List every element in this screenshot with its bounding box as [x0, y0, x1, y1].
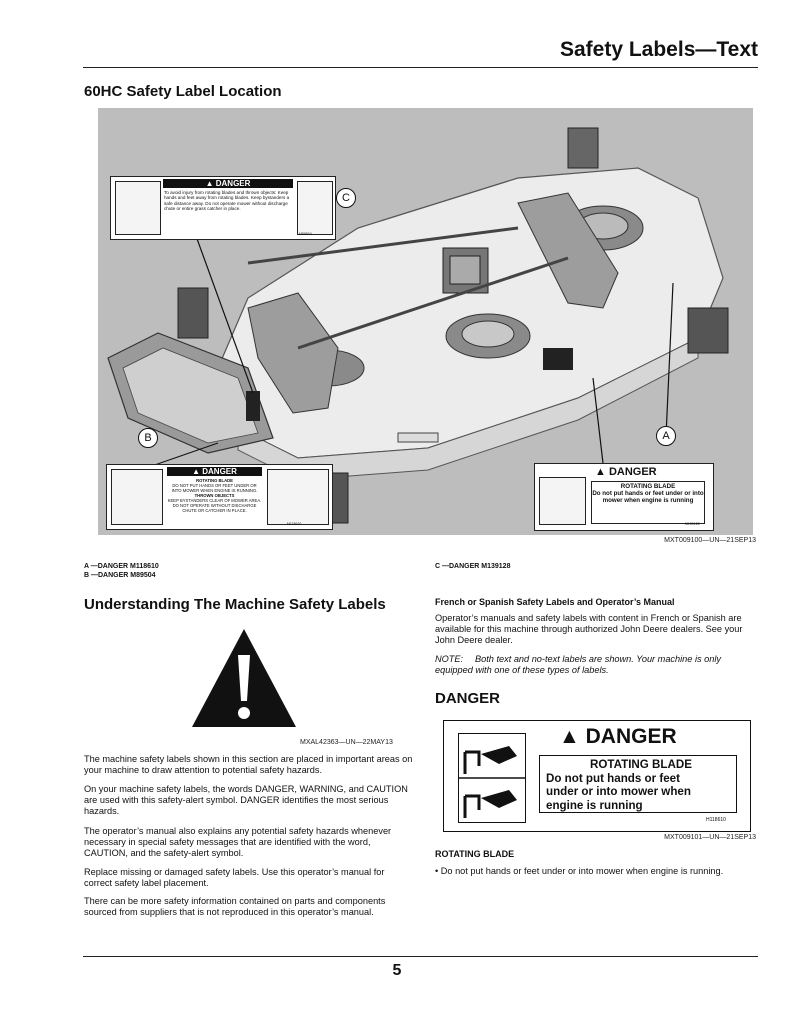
hand-blade-icon — [459, 734, 525, 822]
understanding-paragraph-1: The machine safety labels shown in this section are placed in important areas on your machine to draw attention to potential safety hazards. — [84, 754, 413, 775]
legend-c: C —DANGER M139128 — [435, 563, 511, 570]
legend-left — [84, 562, 159, 580]
label-b-line1: ROTATING BLADE — [196, 478, 233, 483]
top-rule — [83, 67, 758, 68]
note-text: Both text and no-text labels are shown. Your machine is only equipped with one of these types of labels. — [435, 654, 721, 675]
label-a-image — [534, 463, 714, 531]
understanding-paragraph-3: The operator’s manual also explains any potential safety hazards whenever necessary in special safety messages that are identified with the word, CAUTION, and the safety-alert symbol. — [84, 826, 392, 858]
danger-label-caption: MXT009101—UN—21SEP13 — [664, 834, 756, 841]
label-a-title: ROTATING BLADE — [620, 483, 676, 490]
label-b-heading-text: DANGER — [202, 467, 237, 476]
danger-label-line1: ROTATING BLADE — [590, 758, 692, 771]
label-a-box — [591, 481, 705, 524]
danger-label-line3: under or into mower when — [546, 785, 691, 798]
bottom-rule — [83, 956, 758, 957]
safety-alert-symbol — [190, 627, 298, 729]
mower-deck-figure — [98, 108, 753, 535]
hand-hazard-pictogram-large — [458, 733, 526, 823]
rotating-blade-bullet: • Do not put hands or feet under or into mower when engine is running. — [435, 866, 724, 876]
hand-hazard-pictogram-b — [111, 469, 163, 525]
callout-b: B — [138, 428, 158, 448]
callout-a: A — [656, 426, 676, 446]
danger-label-text-box — [539, 755, 737, 813]
danger-section-title: DANGER — [435, 690, 501, 707]
danger-label-code: H118610 — [706, 817, 726, 823]
hand-hazard-pictogram-a — [539, 477, 586, 525]
french-spanish-note — [435, 654, 760, 676]
label-b-image — [106, 464, 333, 530]
legend-a: A —DANGER M118610 — [84, 563, 159, 570]
note-prefix: NOTE: — [435, 654, 464, 664]
page-number: 5 — [392, 962, 402, 979]
hand-hazard-pictogram — [115, 181, 161, 235]
label-b-line2: DO NOT PUT HANDS OR FEET UNDER OR INTO MOWER WHEN ENGINE IS RUNNING. — [171, 483, 258, 493]
label-a-heading-text: DANGER — [608, 466, 657, 478]
understanding-paragraph-2: On your machine safety labels, the words DANGER, WARNING, and CAUTION are used with this safety-alert symbol. DANGER identifies the most serious hazards. — [84, 784, 408, 816]
rotating-blade-subheading: ROTATING BLADE — [435, 849, 515, 859]
french-spanish-body: Operator’s manuals and safety labels with content in French or Spanish are available for this machine through authorized John Deere dealers. See your John Deere dealer. — [435, 613, 743, 645]
figure-caption: MXT009100—UN—21SEP13 — [664, 537, 756, 544]
label-c-code: M89504 — [299, 232, 312, 236]
danger-label-line4: engine is running — [546, 798, 643, 812]
danger-label-heading-text: DANGER — [585, 725, 677, 748]
thrown-object-pictogram — [297, 181, 333, 235]
understanding-paragraph-4: Replace missing or damaged safety labels. Use this operator’s manual for correct safety label placement. — [84, 867, 385, 888]
understanding-title: Understanding The Machine Safety Labels — [84, 596, 386, 613]
label-a-code: M139128 — [685, 522, 700, 526]
legend-b: B —DANGER M89504 — [84, 572, 156, 579]
thrown-object-pictogram-b — [267, 469, 329, 525]
danger-label-image — [443, 720, 751, 832]
label-a-heading: ▲ DANGER — [595, 466, 657, 478]
section-title: 60HC Safety Label Location — [84, 83, 282, 100]
warning-triangle-icon — [190, 627, 298, 729]
label-b-line3: THROWN OBJECTS — [194, 493, 235, 498]
label-c-heading: ▲ DANGER — [163, 179, 293, 188]
label-b-code: M118610 — [287, 522, 302, 526]
label-c-heading-text: DANGER — [215, 179, 251, 188]
label-a-body: Do not put hands or feet under or into mower when engine is running — [592, 490, 704, 504]
danger-label-line2: Do not put hands or feet — [546, 771, 680, 785]
label-b-text — [167, 478, 262, 513]
label-b-heading: ▲ DANGER — [167, 467, 262, 476]
label-c-text: To avoid injury from rotating blades and thrown objects: Keep hands and feet away from rotating blades. Keep bystanders a safe distance away. Do not operate mower without discharge chute or entire grass catcher in place. — [164, 190, 290, 212]
page-title: Safety Labels—Text — [559, 38, 758, 61]
callout-c: C — [336, 188, 356, 208]
symbol-caption: MXAL42363—UN—22MAY13 — [300, 739, 393, 746]
label-c-image — [110, 176, 336, 240]
french-spanish-title: French or Spanish Safety Labels and Operator’s Manual — [435, 597, 675, 607]
label-b-line4: KEEP BYSTANDERS CLEAR OF MOWER AREA. DO NOT OPERATE WITHOUT DISCHARGE CHUTE OR CATCHER IN PLACE. — [167, 498, 262, 513]
understanding-paragraph-5: There can be more safety information contained on parts and components sourced from suppliers that is not reproduced in this operator’s manual. — [84, 896, 386, 917]
danger-label-heading: ▲ DANGER — [559, 725, 677, 748]
